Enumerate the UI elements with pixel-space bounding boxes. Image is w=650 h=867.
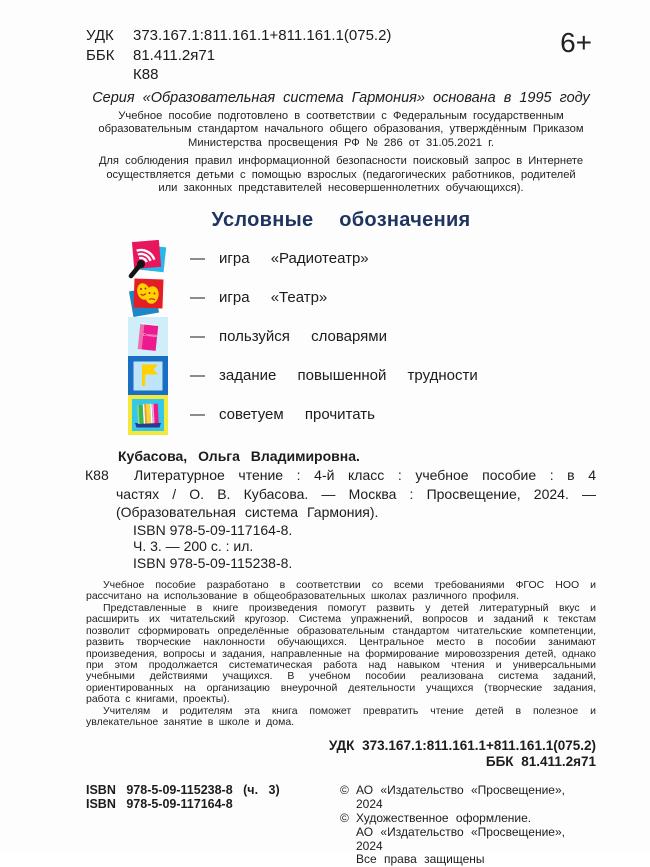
author-code: К88: [133, 66, 159, 83]
copyright-symbol: [340, 853, 356, 867]
copyright-line: © АО «Издательство «Просвещение», 2024: [340, 783, 565, 812]
annotation-paragraph-3: Учителям и родителям эта книга поможет превратить чтение детей в полезное и увлекательное занятие в школе и дома.: [86, 704, 596, 728]
legend-item-radio-theater: [86, 239, 596, 278]
udk-value: 373.167.1:811.161.1+811.161.1(075.2): [133, 27, 392, 44]
legend-dash: —: [190, 367, 205, 385]
bibliographic-record: [85, 466, 596, 571]
legend-label: задание повышенной трудности: [219, 367, 478, 385]
legend-label: игра «Радиотеатр»: [219, 250, 369, 268]
footer: [86, 784, 596, 867]
theater-icon: [126, 276, 170, 320]
classification-codes-top: [86, 26, 391, 85]
internet-safety-notice: Для соблюдения правил информационной безопасности поисковый запрос в Интернете осуществляется детьми с помощью взрослых (педагогических работников, родителей или законных представителей несовершеннолетних обучающихся).: [98, 155, 584, 195]
bbk-line: [86, 46, 391, 66]
legend-label: игра «Театр»: [219, 289, 328, 307]
legend-dash: —: [190, 328, 205, 346]
copyright-symbol: ©: [340, 783, 349, 798]
legend-label: пользуйся словарями: [219, 328, 387, 346]
fgos-notice: Учебное пособие подготовлено в соответствии с Федеральным государственным образовательным стандартом начального общего образования, утверждённым Приказом Министерства просвещения РФ № 286 от 31.05.2021 г.: [98, 109, 584, 149]
series-line: Серия «Образовательная система Гармония» основана в 1995 году: [92, 89, 590, 106]
legend-dash: —: [190, 289, 205, 307]
legend-list: [86, 239, 596, 434]
copyright-block: [340, 784, 596, 867]
copyright-line: АО «Издательство «Просвещение», 2024: [340, 826, 596, 854]
flag-icon: [126, 354, 170, 398]
age-rating-badge: 6+: [560, 27, 592, 58]
copyright-line: Все права защищены: [340, 853, 596, 867]
udk-bold-line: УДК 373.167.1:811.161.1+811.161.1(075.2): [328, 738, 596, 754]
classification-codes-bottom: [86, 738, 596, 770]
annotation-paragraph-2: Представленные в книге произведения помогут развить у детей литературный вкус и расширить их читательский кругозор. Система упражнений, вопросов и заданий к текстам позволит сформировать определённые образовательным стандартом читательские компетенции, развить творческие наклонности обучающихся. Центральное место в пособии занимают произведения, вопросы и задания, направленные на формирование мировоззрения детей, однако при этом продолжается систематическая работа над навыком чтения и универсальными учебными действиями учащихся. В учебном пособии реализована система заданий, ориентированных на организацию внеурочной деятельности учащихся (творческие задания, работа с книгами, проекты).: [86, 601, 596, 706]
legend-dash: —: [190, 406, 205, 424]
legend-item-difficult-task: [86, 356, 596, 395]
copyright-line: © Художественное оформление.: [340, 810, 532, 825]
bibliographic-description: Литературное чтение : 4-й класс : учебное пособие : в 4 частях / О. В. Кубасова. — Москва : Просвещение, 2024. — (Образовательная система Гармония).: [116, 467, 596, 521]
isbn-block: [86, 784, 280, 867]
copyright-symbol: ©: [340, 810, 349, 825]
legend-label: советуем прочитать: [219, 406, 375, 424]
udk-line: [86, 26, 391, 46]
annotation-paragraph-1: Учебное пособие разработано в соответствии со всеми требованиями ФГОС НОО и рассчитано на использование в общеобразовательных школах различного профиля.: [86, 579, 596, 603]
dictionary-book-title: Словарь: [142, 332, 158, 338]
annotation: [86, 580, 596, 728]
legend-item-recommended-reading: [86, 395, 596, 434]
legend-title: Условные обозначения: [211, 209, 471, 232]
copyright-symbol: [340, 826, 356, 854]
bibliographic-code: К88: [85, 467, 109, 484]
legend-item-theater: [86, 278, 596, 317]
author-name: Кубасова, Ольга Владимировна.: [118, 448, 360, 465]
isbn-line: ISBN 978-5-09-115238-8 (ч. 3): [86, 783, 280, 798]
legend-dash: —: [190, 250, 205, 268]
top-row: [86, 26, 596, 85]
bbk-bold-line: ББК 81.411.2я71: [485, 754, 596, 770]
udk-label: УДК: [86, 27, 114, 44]
isbn-part-line: ISBN 978-5-09-115238-8.: [133, 554, 293, 571]
bbk-label: ББК: [86, 46, 115, 64]
bbk-value: 81.411.2я71: [133, 46, 216, 64]
radio-theater-icon: [126, 237, 170, 281]
isbn-series-line: ISBN 978-5-09-117164-8.: [133, 521, 293, 538]
legend-item-dictionary: [86, 317, 596, 356]
dictionary-icon: [126, 315, 170, 359]
part-pages-line: Ч. 3. — 200 с. : ил.: [133, 538, 254, 555]
isbn-line: ISBN 978-5-09-117164-8: [86, 796, 233, 811]
books-icon: [126, 393, 170, 437]
